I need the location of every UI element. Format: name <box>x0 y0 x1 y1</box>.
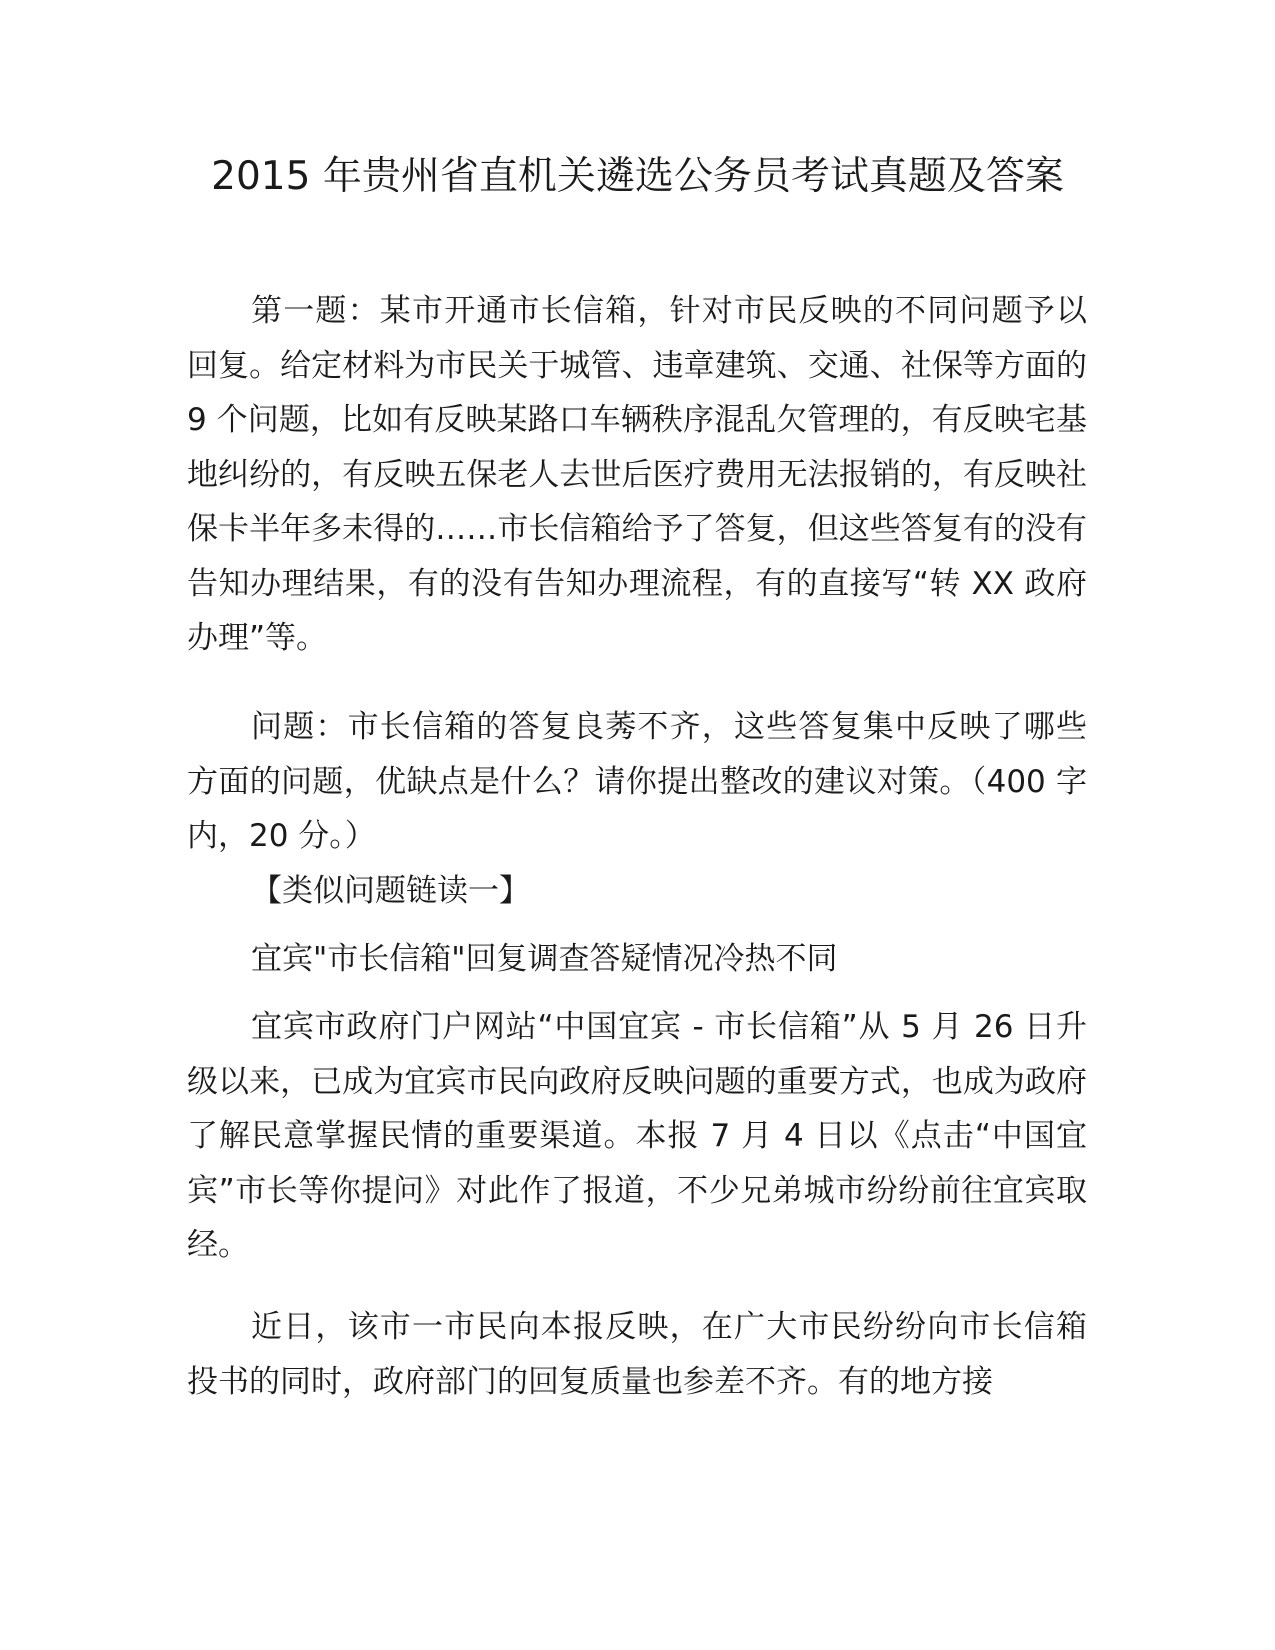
question-paragraph: 问题：市长信箱的答复良莠不齐，这些答复集中反映了哪些方面的问题，优缺点是什么？请你提出整改的建议对策。（400 字内，20 分。） <box>187 709 1087 854</box>
article-paragraph-2: 近日，该市一市民向本报反映，在广大市民纷纷向市长信箱投书的同时，政府部门的回复质量也参差不齐。有的地方接 <box>187 1309 1087 1400</box>
article-title: 宜宾"市长信箱"回复调查答疑情况冷热不同 <box>251 941 838 977</box>
document-title: 2015 年贵州省直机关遴选公务员考试真题及答案 <box>211 154 1064 199</box>
article-paragraph-1: 宜宾市政府门户网站“中国宜宾 - 市长信箱”从 5 月 26 日升级以来，已成为宜宾市民向政府反映问题的重要方式，也成为政府了解民意掌握民情的重要渠道。本报 7 月 4 日以《点击“中国宜宾”市长等你提问》对此作了报道，不少兄弟城市纷纷前往宜宾取经。 <box>187 1009 1087 1263</box>
section-heading: 【类似问题链读一】 <box>251 873 530 909</box>
question-one-paragraph: 第一题：某市开通市长信箱，针对市民反映的不同问题予以回复。给定材料为市民关于城管、违章建筑、交通、社保等方面的 9 个问题，比如有反映某路口车辆秩序混乱欠管理的，有反映宅基地纠纷的，有反映五保老人去世后医疗费用无法报销的，有反映社保卡半年多未得的……市长信箱给予了答复，但这些答复有的没有告知办理结果，有的没有告知办理流程，有的直接写“转 XX 政府办理”等。 <box>187 293 1087 656</box>
